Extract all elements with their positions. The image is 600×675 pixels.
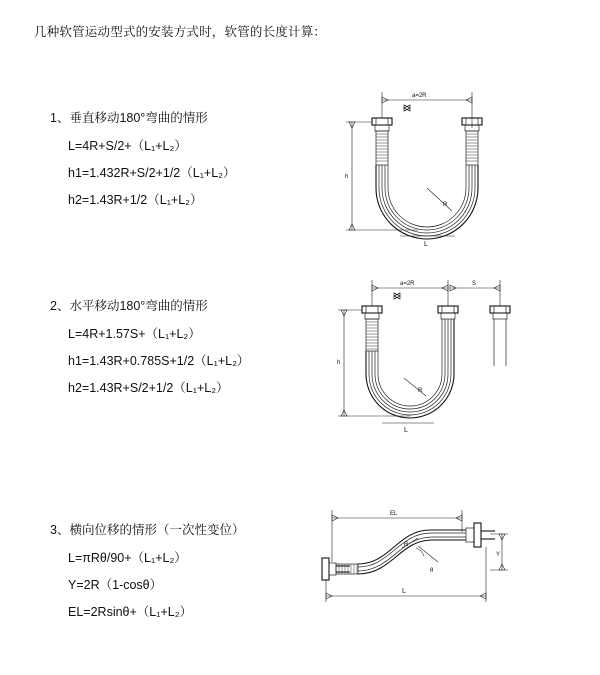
section-1-formula-2: h1=1.432R+S/2+1/2（L₁+L₂） bbox=[68, 166, 236, 180]
diagram-vertical-180 bbox=[300, 78, 580, 278]
diagram-horizontal-180 bbox=[300, 266, 580, 466]
section-2-title: 2、水平移动180°弯曲的情形 bbox=[50, 299, 208, 313]
label-theta: θ bbox=[430, 568, 434, 574]
label-a-2r-2: a=2R bbox=[400, 281, 415, 287]
label-L-3: L bbox=[402, 588, 406, 595]
label-radius-2: R bbox=[418, 388, 423, 394]
label-s-2: S bbox=[472, 281, 477, 287]
section-1-formula-3: h2=1.43R+1/2（L₁+L₂） bbox=[68, 193, 203, 207]
label-h-1: h bbox=[345, 174, 349, 180]
section-2-text bbox=[50, 296, 300, 405]
label-a-2r: a=2R bbox=[412, 93, 427, 99]
label-h-2: h bbox=[337, 360, 341, 366]
section-1-text bbox=[50, 108, 300, 217]
page-title: 几种软管运动型式的安装方式时，软管的长度计算： bbox=[34, 25, 327, 39]
section-3-formula-2: Y=2R（1-cosθ） bbox=[68, 578, 163, 592]
label-L-2: L bbox=[404, 427, 408, 434]
section-3-title: 3、横向位移的情形（一次性变位） bbox=[50, 523, 245, 537]
section-3-formula-3: EL=2Rsinθ+（L₁+L₂） bbox=[68, 605, 193, 619]
section-2-formula-2: h1=1.43R+0.785S+1/2（L₁+L₂） bbox=[68, 354, 250, 368]
section-1-formula-1: L=4R+S/2+（L₁+L₂） bbox=[68, 139, 187, 153]
section-3-text bbox=[50, 520, 300, 629]
label-EL: EL bbox=[390, 511, 398, 517]
section-1-title: 1、垂直移动180°弯曲的情形 bbox=[50, 111, 208, 125]
section-2-figure bbox=[300, 266, 580, 466]
diagram-lateral-offset bbox=[290, 500, 570, 640]
section-2-formula-3: h2=1.43R+S/2+1/2（L₁+L₂） bbox=[68, 381, 229, 395]
label-L-1: L bbox=[424, 241, 428, 248]
label-radius-1: R bbox=[443, 202, 448, 208]
label-radius-3: R bbox=[404, 542, 409, 548]
section-3-figure bbox=[290, 500, 570, 640]
section-1-figure bbox=[300, 78, 580, 278]
section-2-formula-1: L=4R+1.57S+（L₁+L₂） bbox=[68, 327, 201, 341]
label-Y: Y bbox=[496, 552, 501, 558]
section-3-formula-1: L=πRθ/90+（L₁+L₂） bbox=[68, 551, 187, 565]
